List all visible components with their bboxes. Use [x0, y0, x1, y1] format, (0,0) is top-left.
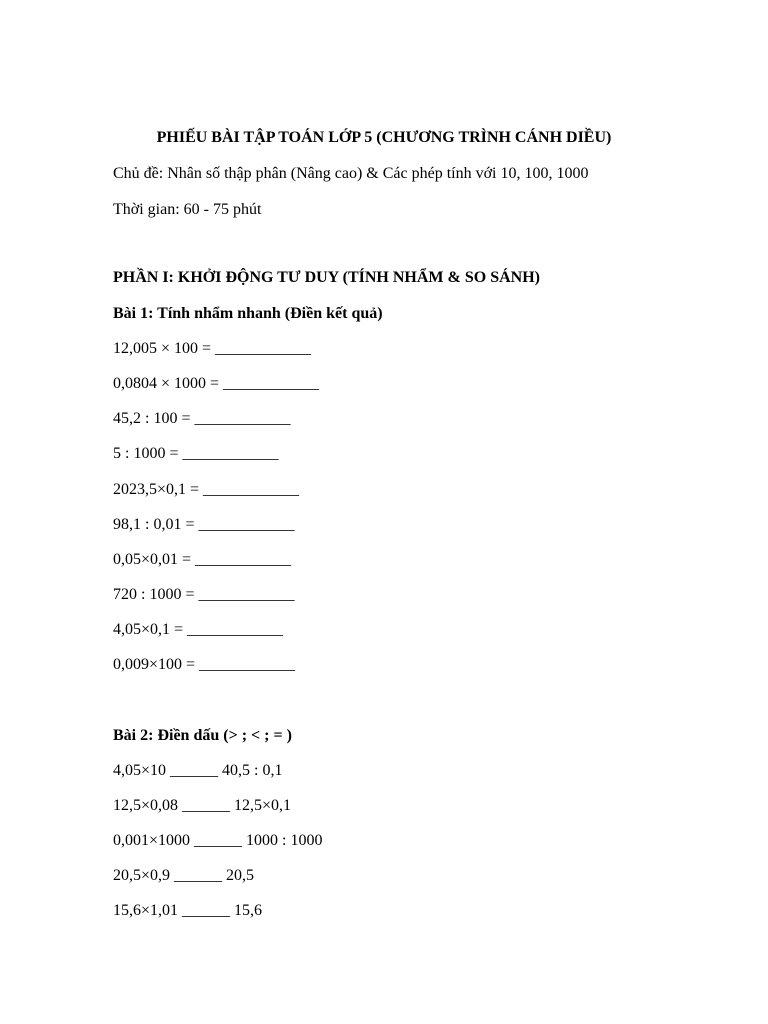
exercise1-item-4: 5 : 1000 = ____________: [113, 445, 279, 462]
exercise2-item-5: 15,6×1,01 ______ 15,6: [113, 902, 263, 919]
exercise1-heading: Bài 1: Tính nhẩm nhanh (Điền kết quả): [113, 305, 383, 322]
exercise1-item-2: 0,0804 × 1000 = ____________: [113, 375, 320, 392]
time-line: Thời gian: 60 - 75 phút: [113, 201, 262, 218]
topic-line: Chủ đề: Nhân số thập phân (Nâng cao) & Các phép tính với 10, 100, 1000: [113, 165, 589, 182]
exercise1-item-9: 4,05×0,1 = ____________: [113, 621, 284, 638]
exercise2-heading: Bài 2: Điền dấu (> ; < ; = ): [113, 727, 292, 744]
exercise1-item-6: 98,1 : 0,01 = ____________: [113, 516, 295, 533]
exercise1-item-7: 0,05×0,01 = ____________: [113, 551, 292, 568]
exercise1-item-3: 45,2 : 100 = ____________: [113, 410, 291, 427]
exercise1-item-10: 0,009×100 = ____________: [113, 656, 296, 673]
part1-heading: PHẦN I: KHỞI ĐỘNG TƯ DUY (TÍNH NHẨM & SO SÁNH): [113, 269, 540, 286]
exercise1-item-8: 720 : 1000 = ____________: [113, 586, 295, 603]
exercise2-item-2: 12,5×0,08 ______ 12,5×0,1: [113, 797, 292, 814]
exercise1-item-1: 12,005 × 100 = ____________: [113, 340, 312, 357]
worksheet-title: PHIẾU BÀI TẬP TOÁN LỚP 5 (CHƯƠNG TRÌNH CÁNH DIỀU): [156, 129, 612, 146]
exercise1-item-5: 2023,5×0,1 = ____________: [113, 481, 300, 498]
exercise2-item-3: 0,001×1000 ______ 1000 : 1000: [113, 832, 323, 849]
exercise2-item-1: 4,05×10 ______ 40,5 : 0,1: [113, 762, 283, 779]
exercise2-item-4: 20,5×0,9 ______ 20,5: [113, 867, 255, 884]
